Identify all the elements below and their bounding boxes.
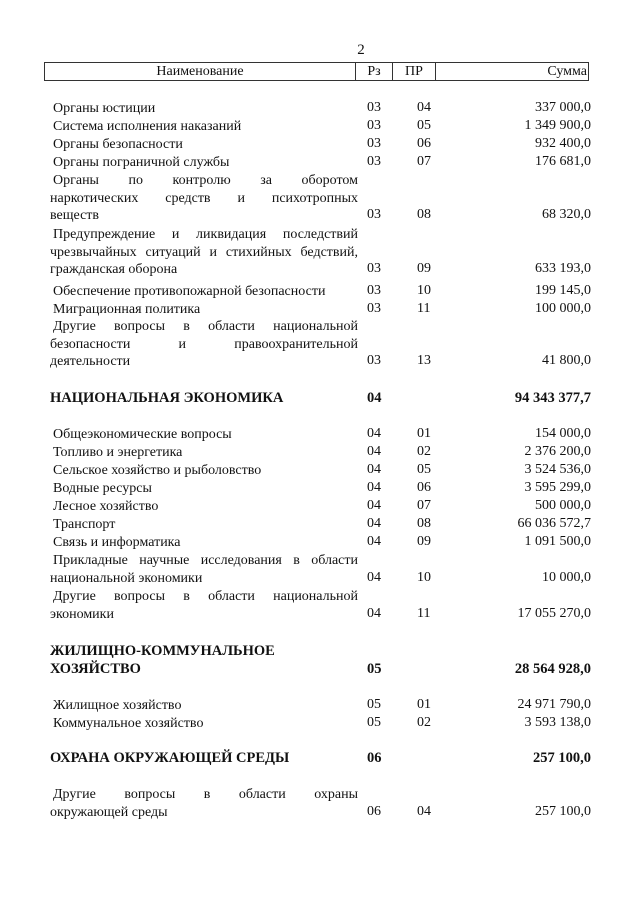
row-rz: 04 (367, 462, 381, 477)
row-rz: 04 (367, 605, 381, 621)
row-name (50, 715, 358, 733)
row-pr: 10 (417, 569, 431, 585)
table-header (44, 62, 589, 81)
row-name-line: Сельское хозяйство и рыболовство (53, 463, 262, 478)
row-name (50, 172, 358, 225)
row-pr: 01 (417, 697, 431, 712)
row-name-line: НАЦИОНАЛЬНАЯ ЭКОНОМИКА (50, 390, 284, 406)
row-name-line: Органы безопасности (53, 137, 183, 152)
row-sum: 3 593 138,0 (524, 715, 591, 730)
row-pr: 07 (417, 154, 431, 169)
row-pr: 10 (417, 283, 431, 298)
row-name-line: Органы юстиции (53, 101, 156, 116)
row-sum: 257 100,0 (533, 750, 591, 766)
row-name-line: ХОЗЯЙСТВО (50, 660, 141, 677)
row-name-line: ОХРАНА ОКРУЖАЮЩЕЙ СРЕДЫ (50, 750, 290, 766)
row-pr: 05 (417, 462, 431, 477)
row-name-line: Предупреждение и ликвидация последствий (53, 227, 358, 242)
row-rz: 03 (367, 207, 381, 222)
row-name-line: Другие вопросы в области национальной (53, 319, 358, 334)
row-name (50, 516, 358, 534)
row-name-line: Другие вопросы в области национальной (53, 589, 358, 604)
row-sum: 932 400,0 (535, 136, 591, 151)
row-pr: 01 (417, 426, 431, 441)
row-sum: 66 036 572,7 (517, 516, 591, 531)
row-name (50, 444, 358, 462)
row-name (50, 534, 358, 552)
row-name-line: Другие вопросы в области охраны (53, 787, 358, 802)
row-sum: 28 564 928,0 (514, 660, 591, 677)
row-pr: 09 (417, 534, 431, 549)
row-rz: 05 (367, 660, 382, 677)
row-name (50, 552, 358, 587)
row-sum: 2 376 200,0 (524, 444, 591, 459)
row-name-line: Общеэкономические вопросы (53, 427, 232, 442)
row-rz: 04 (367, 390, 382, 406)
row-name-line: веществ (50, 208, 100, 223)
row-name (50, 480, 358, 498)
row-name-line: Коммунальное хозяйство (53, 716, 204, 731)
row-name-line: Миграционная политика (53, 302, 201, 317)
row-rz: 04 (367, 480, 381, 495)
row-rz: 03 (367, 136, 381, 151)
row-sum: 257 100,0 (535, 803, 591, 819)
row-rz: 03 (367, 261, 381, 276)
row-pr: 11 (417, 605, 431, 621)
header-rz: Рз (356, 63, 393, 80)
row-name (50, 750, 358, 768)
row-sum: 199 145,0 (535, 283, 591, 298)
row-name (50, 154, 358, 172)
row-sum: 500 000,0 (535, 498, 591, 513)
row-name-line: деятельности (50, 354, 131, 369)
row-sum: 10 000,0 (542, 569, 591, 585)
row-pr: 04 (417, 100, 431, 115)
row-name-line: Водные ресурсы (53, 481, 152, 496)
row-name (50, 462, 358, 480)
row-sum: 24 971 790,0 (517, 697, 591, 712)
row-name (50, 786, 358, 821)
row-name (50, 588, 358, 623)
row-name-line: Органы пограничной службы (53, 155, 230, 170)
row-rz: 05 (367, 715, 381, 730)
row-name (50, 390, 358, 408)
row-sum: 1 349 900,0 (524, 118, 591, 133)
row-rz: 05 (367, 697, 381, 712)
row-pr: 06 (417, 136, 431, 151)
row-name-line: Связь и информатика (53, 535, 181, 550)
row-pr: 13 (417, 353, 431, 368)
row-name-line: Транспорт (53, 517, 116, 532)
row-pr: 08 (417, 207, 431, 222)
row-pr: 02 (417, 444, 431, 459)
row-pr: 05 (417, 118, 431, 133)
row-name-line: Органы по контролю за оборотом (53, 173, 358, 188)
row-rz: 03 (367, 154, 381, 169)
row-pr: 09 (417, 261, 431, 276)
row-rz: 06 (367, 803, 381, 819)
row-rz: 03 (367, 301, 381, 316)
row-pr: 11 (417, 301, 431, 316)
row-pr: 02 (417, 715, 431, 730)
row-name (50, 136, 358, 154)
row-pr: 04 (417, 803, 431, 819)
row-name-line: гражданская оборона (50, 262, 178, 277)
row-rz: 03 (367, 100, 381, 115)
row-sum: 3 524 536,0 (524, 462, 591, 477)
row-pr: 07 (417, 498, 431, 513)
row-name (50, 697, 358, 715)
row-sum: 94 343 377,7 (514, 390, 591, 406)
row-pr: 08 (417, 516, 431, 531)
row-rz: 06 (367, 750, 382, 766)
row-name (50, 100, 358, 118)
row-name-line: Лесное хозяйство (53, 499, 159, 514)
row-name (50, 498, 358, 516)
row-sum: 41 800,0 (542, 353, 591, 368)
row-rz: 04 (367, 569, 381, 585)
row-sum: 1 091 500,0 (524, 534, 591, 549)
row-name-line: Топливо и энергетика (53, 445, 183, 460)
row-name-line: экономики (50, 606, 114, 622)
row-sum: 633 193,0 (535, 261, 591, 276)
header-pr: ПР (393, 63, 436, 80)
row-rz: 03 (367, 118, 381, 133)
row-name-line: Обеспечение противопожарной безопасности (53, 284, 326, 299)
row-rz: 04 (367, 498, 381, 513)
header-sum: Сумма (547, 64, 587, 79)
row-rz: 04 (367, 444, 381, 459)
row-name-line: Прикладные научные исследования в области (53, 553, 358, 568)
row-name-line: наркотических средств и психотропных (50, 190, 358, 206)
row-name (50, 226, 358, 279)
row-sum: 3 595 299,0 (524, 480, 591, 495)
row-name (50, 643, 358, 678)
row-name-line: Жилищное хозяйство (53, 698, 182, 713)
row-name-line: ЖИЛИЩНО-КОММУНАЛЬНОЕ (50, 643, 275, 659)
row-rz: 04 (367, 426, 381, 441)
row-name (50, 426, 358, 444)
row-name-line: чрезвычайных ситуаций и стихийных бедствий, (50, 244, 358, 260)
row-name (50, 283, 358, 301)
row-sum: 154 000,0 (535, 426, 591, 441)
row-sum: 337 000,0 (535, 100, 591, 115)
row-rz: 04 (367, 516, 381, 531)
row-rz: 04 (367, 534, 381, 549)
row-rz: 03 (367, 353, 381, 368)
row-name (50, 301, 358, 319)
row-sum: 176 681,0 (535, 154, 591, 169)
row-sum: 68 320,0 (542, 207, 591, 222)
page-number: 2 (357, 42, 365, 58)
row-name (50, 318, 358, 371)
header-name: Наименование (45, 63, 356, 80)
row-sum: 17 055 270,0 (517, 605, 591, 621)
row-pr: 06 (417, 480, 431, 495)
row-sum: 100 000,0 (535, 301, 591, 316)
row-name-line: безопасности и правоохранительной (50, 336, 358, 352)
row-name (50, 118, 358, 136)
row-name-line: Система исполнения наказаний (53, 119, 242, 134)
row-name-line: окружающей среды (50, 804, 168, 820)
row-name-line: национальной экономики (50, 570, 203, 586)
row-rz: 03 (367, 283, 381, 298)
